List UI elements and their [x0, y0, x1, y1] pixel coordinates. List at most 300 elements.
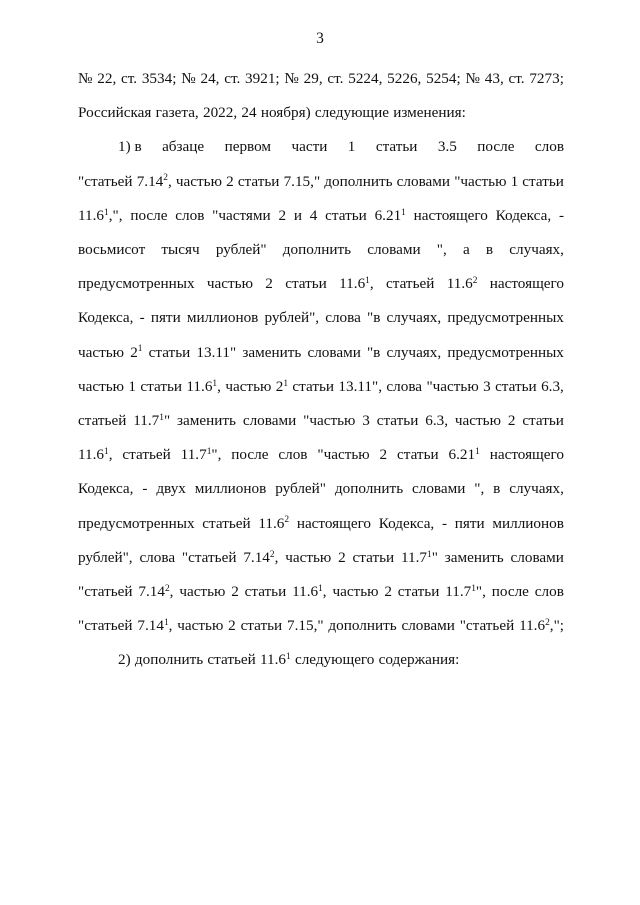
word [387, 343, 442, 363]
word-text: частью [177, 617, 224, 635]
superscript: 2 [472, 276, 478, 287]
word [377, 411, 419, 431]
text-line [118, 137, 564, 157]
word [414, 206, 488, 226]
word-text: 11.6 [292, 583, 319, 600]
word [348, 69, 382, 89]
word-text: "частью [317, 446, 370, 464]
word [490, 274, 564, 294]
word-text: восьмисот [78, 241, 146, 258]
word-text: следующие [314, 104, 389, 122]
word-text: 13.11", [338, 377, 383, 395]
word-text: 11.7 [401, 548, 428, 566]
word [196, 343, 236, 363]
word [535, 582, 564, 602]
word-suffix: , [217, 377, 221, 395]
word [387, 308, 442, 328]
word-text: статьи [244, 583, 287, 600]
word [285, 548, 331, 568]
word-text: 7273; [529, 70, 564, 87]
word-text: после [130, 206, 168, 224]
word-text: "статьей [78, 617, 133, 635]
word-text: 6.21 [374, 206, 402, 224]
word-text: 1 [128, 377, 137, 395]
word [348, 137, 356, 157]
word-text: 5254; [426, 70, 461, 87]
word-text: после [231, 446, 269, 464]
word [317, 445, 369, 465]
word [297, 514, 371, 534]
word [463, 240, 470, 260]
word-suffix: ", [211, 446, 222, 464]
word-text: № [181, 70, 196, 87]
superscript: 1 [206, 447, 212, 458]
word-text: 2 [278, 206, 287, 224]
word-text: 2 [384, 583, 392, 600]
word [325, 308, 361, 328]
word [242, 343, 301, 363]
word-text: статьей [207, 651, 256, 669]
word-text: 5224, [348, 70, 383, 87]
word [78, 240, 145, 260]
word-text: 11.6 [78, 446, 105, 464]
word-text: статьи [376, 412, 419, 429]
word [137, 616, 172, 636]
word-text: ст. [327, 70, 344, 87]
word-text: рублей" [215, 241, 267, 258]
word-text: пяти [454, 514, 485, 532]
superscript: 1 [104, 207, 109, 218]
word-text: частью [225, 377, 272, 395]
word-text: статьи [285, 275, 327, 293]
word-suffix: ,", [108, 206, 123, 224]
word-text: части [291, 138, 328, 156]
word-text: 2 [228, 617, 236, 635]
word-text: "статьей [78, 583, 133, 600]
word-text: абзаце [162, 138, 205, 156]
word [130, 343, 142, 363]
word-text: 11.6 [339, 275, 366, 293]
word [118, 137, 142, 157]
word-text: миллионов [194, 480, 267, 498]
word [78, 582, 133, 602]
word [492, 582, 529, 602]
word [137, 172, 172, 192]
word [241, 616, 283, 636]
word [332, 582, 378, 602]
word [195, 479, 267, 499]
word-text: частью [332, 583, 379, 600]
word-text: 13.11" [196, 343, 237, 361]
word [486, 240, 493, 260]
word [386, 377, 422, 397]
word-text: 3 [483, 377, 491, 395]
text-line [78, 514, 564, 534]
word-text: 3 [362, 412, 370, 429]
word-suffix: ", [475, 583, 486, 600]
word [426, 377, 478, 397]
word-text: статьи [522, 412, 564, 429]
word [401, 548, 438, 568]
word-text: 11.6 [260, 651, 287, 669]
word [78, 274, 195, 294]
word [181, 69, 196, 89]
word-text: заменить [444, 548, 504, 566]
word [294, 206, 302, 226]
word [315, 103, 389, 123]
word [231, 582, 239, 602]
word [139, 548, 175, 568]
word [325, 206, 367, 226]
word-suffix: , [167, 172, 172, 190]
word [292, 377, 334, 397]
word-text: статьи [522, 172, 564, 190]
word [260, 650, 291, 670]
word [511, 172, 519, 192]
word [401, 616, 454, 636]
word [393, 103, 466, 123]
text-line [78, 616, 564, 636]
word-text: 2 [231, 583, 239, 600]
text-line [78, 548, 564, 568]
word [437, 240, 447, 260]
word [142, 479, 147, 499]
word [397, 172, 450, 192]
word [284, 172, 321, 192]
word [177, 411, 236, 431]
word-text: Кодекса, [78, 480, 134, 498]
word [238, 172, 280, 192]
word [496, 206, 551, 226]
word [241, 103, 256, 123]
text-line [78, 343, 564, 363]
word [529, 69, 564, 89]
word [203, 103, 237, 123]
word [447, 274, 478, 294]
word-text: рублей", [78, 548, 133, 566]
word [261, 103, 311, 123]
word [175, 206, 204, 226]
word [182, 548, 237, 568]
word-text: настоящего [296, 514, 372, 532]
word [283, 240, 351, 260]
word-text: словами [510, 548, 564, 566]
word-text: случаях, [509, 480, 564, 498]
word-text: № [78, 70, 93, 87]
word [78, 308, 133, 328]
word [367, 308, 380, 328]
word [492, 514, 564, 534]
text-line [78, 479, 564, 499]
word-text: 43, [484, 70, 504, 87]
word-text: дополнить [334, 480, 404, 498]
page-number: 3 [316, 30, 324, 47]
text-line [78, 445, 564, 465]
word-suffix: , [168, 617, 173, 635]
word-text: статьи [140, 377, 183, 395]
word-text: 11.7 [133, 412, 160, 429]
word [162, 137, 204, 157]
word-text: 6.3, [425, 412, 449, 429]
word [519, 616, 564, 636]
word-text: № [465, 70, 480, 87]
word-text: настоящего [489, 446, 564, 464]
word [265, 308, 320, 328]
word [224, 69, 240, 89]
word-text: предусмотренных [78, 514, 195, 532]
word-text: статьи [495, 377, 537, 395]
word [133, 411, 170, 431]
word-text: в [485, 241, 494, 258]
word-text: 11.6 [78, 206, 105, 224]
word-text: 3.5 [437, 138, 457, 156]
word-text: 7.15," [287, 617, 324, 635]
word-text: 2 [226, 172, 234, 190]
word [509, 479, 564, 499]
word [327, 69, 343, 89]
word [438, 137, 457, 157]
word-text: ст. [508, 70, 525, 87]
word [78, 206, 123, 226]
word-text: статьи [237, 172, 280, 190]
word [295, 650, 374, 670]
word [177, 616, 223, 636]
word [338, 548, 346, 568]
word-text: 2) [118, 651, 131, 669]
word-text: - [558, 206, 564, 224]
text-line [78, 103, 564, 123]
superscript: 1 [163, 618, 169, 629]
word-text: миллионов [492, 514, 564, 532]
word [78, 103, 151, 123]
word [447, 308, 564, 328]
superscript: 1 [365, 276, 370, 287]
word [335, 479, 403, 499]
word-text: а [462, 241, 470, 258]
word [511, 548, 564, 568]
word-text: частью [175, 172, 222, 190]
word-text: рублей" [275, 480, 326, 498]
word-text: предусмотренных [447, 343, 564, 361]
word-text: 7.14 [243, 548, 270, 566]
superscript: 1 [286, 652, 291, 663]
word-suffix: , [369, 275, 374, 293]
word-text: "частью [454, 172, 507, 190]
superscript: 1 [471, 583, 476, 594]
word-text: 3534; [141, 70, 177, 87]
word-text: случаях, [386, 343, 442, 361]
word [284, 69, 299, 89]
word [78, 69, 93, 89]
word-text: предусмотренных [447, 309, 564, 327]
word-text: статьи [240, 617, 283, 635]
superscript: 1 [212, 378, 218, 389]
word [509, 240, 564, 260]
word [426, 69, 461, 89]
word-text: - [139, 309, 145, 327]
word [225, 377, 271, 397]
word [508, 411, 516, 431]
word-text: статьей [202, 514, 251, 532]
word-text: 7.15," [283, 172, 321, 190]
word-text: "частью [303, 412, 356, 429]
word-text: после [477, 138, 515, 156]
word-text: статьи [325, 206, 367, 224]
superscript: 1 [283, 378, 289, 389]
word-text: 5226, [387, 70, 422, 87]
word [258, 514, 289, 534]
word [380, 445, 388, 465]
word [324, 172, 392, 192]
word-text: 2 [275, 377, 284, 395]
word-text: 7.14 [137, 617, 164, 635]
word-text: 7.14 [136, 172, 164, 190]
word-text: 3921; [245, 70, 280, 87]
word-text: статьи [292, 377, 335, 395]
word-text: 2 [379, 446, 388, 464]
word [474, 479, 484, 499]
word [118, 650, 131, 670]
word-text: 7.14 [138, 583, 165, 600]
word-text: случаях, [509, 241, 564, 258]
word-text: слова [325, 309, 361, 327]
word-text: следующего [294, 651, 375, 669]
text-line [78, 206, 564, 226]
superscript: 1 [104, 447, 109, 458]
word [425, 411, 448, 431]
word [181, 445, 222, 465]
word [447, 343, 564, 363]
word-text: 11.7 [180, 446, 207, 464]
word-suffix: , [169, 583, 174, 600]
word [353, 548, 395, 568]
text-line [78, 377, 564, 397]
word-text: ", [474, 480, 485, 498]
word-text: Российская [78, 104, 152, 122]
word-text: статьи [352, 548, 395, 566]
word [207, 274, 253, 294]
text-line [78, 240, 564, 260]
word-text: статьи [375, 138, 418, 156]
word [460, 616, 515, 636]
word-text: 11.6 [446, 275, 473, 293]
text-line [78, 274, 564, 294]
word [156, 103, 199, 123]
word-text: "в [366, 343, 381, 361]
word [226, 172, 234, 192]
word [200, 69, 219, 89]
word [78, 548, 133, 568]
word-text: заменить [242, 343, 302, 361]
word [151, 308, 181, 328]
word [367, 343, 380, 363]
word-text: 2 [130, 343, 138, 361]
word-text: Кодекса, [78, 309, 134, 327]
word-text: словами [242, 412, 297, 429]
superscript: 1 [137, 344, 143, 355]
word-text: тысяч [161, 241, 200, 258]
word-text: "частью [426, 377, 479, 395]
word [140, 308, 145, 328]
word [339, 274, 374, 294]
word [522, 411, 564, 431]
word [130, 206, 167, 226]
word-text: 11.6 [258, 514, 285, 532]
word-suffix: , [108, 446, 113, 464]
word-text: слов [175, 206, 205, 224]
superscript: 2 [163, 173, 168, 184]
word-text: 6.21 [448, 446, 476, 464]
word [149, 343, 191, 363]
word [122, 445, 170, 465]
word-text: слов [534, 583, 564, 600]
text-line [78, 411, 564, 431]
word [186, 377, 221, 397]
word-text: слов [534, 138, 564, 156]
word-text: 1) в [118, 138, 142, 156]
word [465, 69, 480, 89]
text-line [78, 582, 564, 602]
word-text: ", [436, 241, 447, 258]
text-line [78, 69, 564, 89]
word [490, 445, 564, 465]
word-text: частью [454, 412, 501, 429]
word-text: 2 [265, 275, 273, 293]
word-text: дополнить [282, 241, 352, 258]
word [398, 582, 440, 602]
word [225, 137, 271, 157]
word-text: ст. [224, 70, 241, 87]
word-text: 1 [347, 138, 356, 156]
word-text: рублей", [264, 309, 320, 327]
word-text: 4 [309, 206, 318, 224]
superscript: 2 [284, 515, 290, 526]
superscript: 2 [545, 618, 550, 629]
word-text: "статьей [78, 172, 133, 190]
word-text: словами [367, 241, 421, 258]
word-text: дополнить [328, 617, 397, 635]
word [455, 514, 485, 534]
word-text: ст. [121, 70, 138, 87]
word [522, 172, 564, 192]
word-text: "в [367, 309, 381, 327]
word [442, 514, 447, 534]
superscript: 2 [164, 583, 170, 594]
word-text: статьи [397, 446, 439, 464]
word-text: частью [78, 377, 125, 395]
word [97, 69, 116, 89]
word [455, 411, 501, 431]
word-text: 29, [303, 70, 323, 87]
word-text: настоящего [413, 206, 488, 224]
word [338, 377, 382, 397]
word [245, 582, 287, 602]
word [243, 548, 278, 568]
word [307, 343, 360, 363]
word-text: частью [78, 343, 125, 361]
superscript: 1 [318, 583, 323, 594]
word-text: миллионов [186, 309, 259, 327]
word [265, 274, 273, 294]
word-text: частью [206, 275, 253, 293]
word [493, 479, 500, 499]
word-text: "частями [212, 206, 271, 224]
word [535, 137, 564, 157]
word-text: словами [401, 617, 455, 635]
word [509, 69, 525, 89]
word [445, 582, 486, 602]
word [202, 514, 250, 534]
